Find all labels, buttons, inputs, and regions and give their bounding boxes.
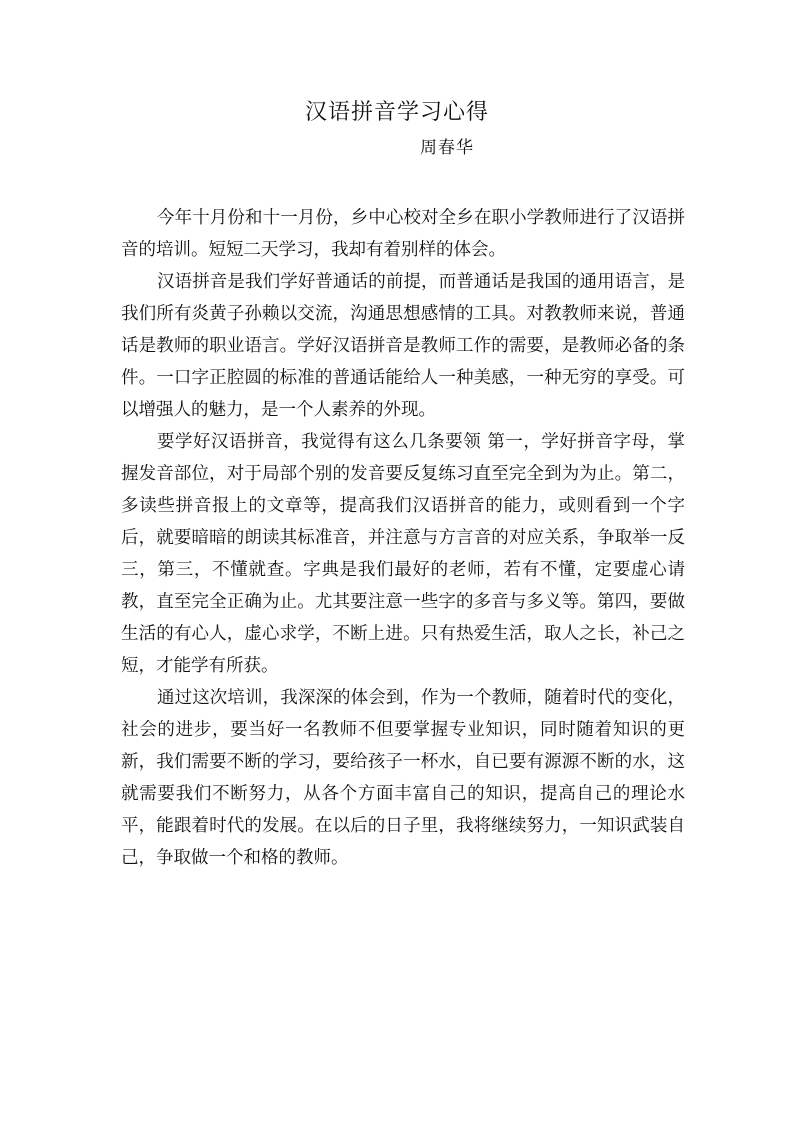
paragraph-1: 今年十月份和十一月份，乡中心校对全乡在职小学教师进行了汉语拼音的培训。短短二天学习，我却有着别样的体会。 [121, 208, 685, 260]
document-title: 汉语拼音学习心得 [304, 100, 489, 125]
document-body [121, 202, 685, 874]
paragraph-4: 通过这次培训，我深深的体会到，作为一个教师，随着时代的变化，社会的进步，要当好一名教师不但要掌握专业知识，同时随着知识的更新，我们需要不断的学习，要给孩子一杯水，自已要有源源不断的水，这就需要我们不断努力，从各个方面丰富自己的知识，提高自己的理论水平，能跟着时代的发展。在以后的日子里，我将继续努力，一知识武装自己，争取做一个和格的教师。 [121, 688, 685, 868]
author-name: 周春华 [420, 138, 474, 158]
paragraph-3: 要学好汉语拼音，我觉得有这么几条要领 第一，学好拼音字母，掌握发音部位，对于局部个别的发音要反复练习直至完全到为为止。第二，多读些拼音报上的文章等，提高我们汉语拼音的能力，或则看到一个字后，就要暗暗的朗读其标准音，并注意与方言音的对应关系，争取举一反三，第三，不懂就查。字典是我们最好的老师，若有不懂，定要虚心请教，直至完全正确为止。尤其要注意一些字的多音与多义等。第四，要做生活的有心人，虚心求学，不断上进。只有热爱生活，取人之长，补己之短，才能学有所获。 [121, 432, 685, 676]
paragraph-2: 汉语拼音是我们学好普通话的前提，而普通话是我国的通用语言，是我们所有炎黄子孙赖以交流，沟通思想感情的工具。对教教师来说，普通话是教师的职业语言。学好汉语拼音是教师工作的需要，是教师必备的条件。一口字正腔圆的标准的普通话能给人一种美感，一种无穷的享受。可以增强人的魅力，是一个人素养的外现。 [121, 272, 685, 420]
